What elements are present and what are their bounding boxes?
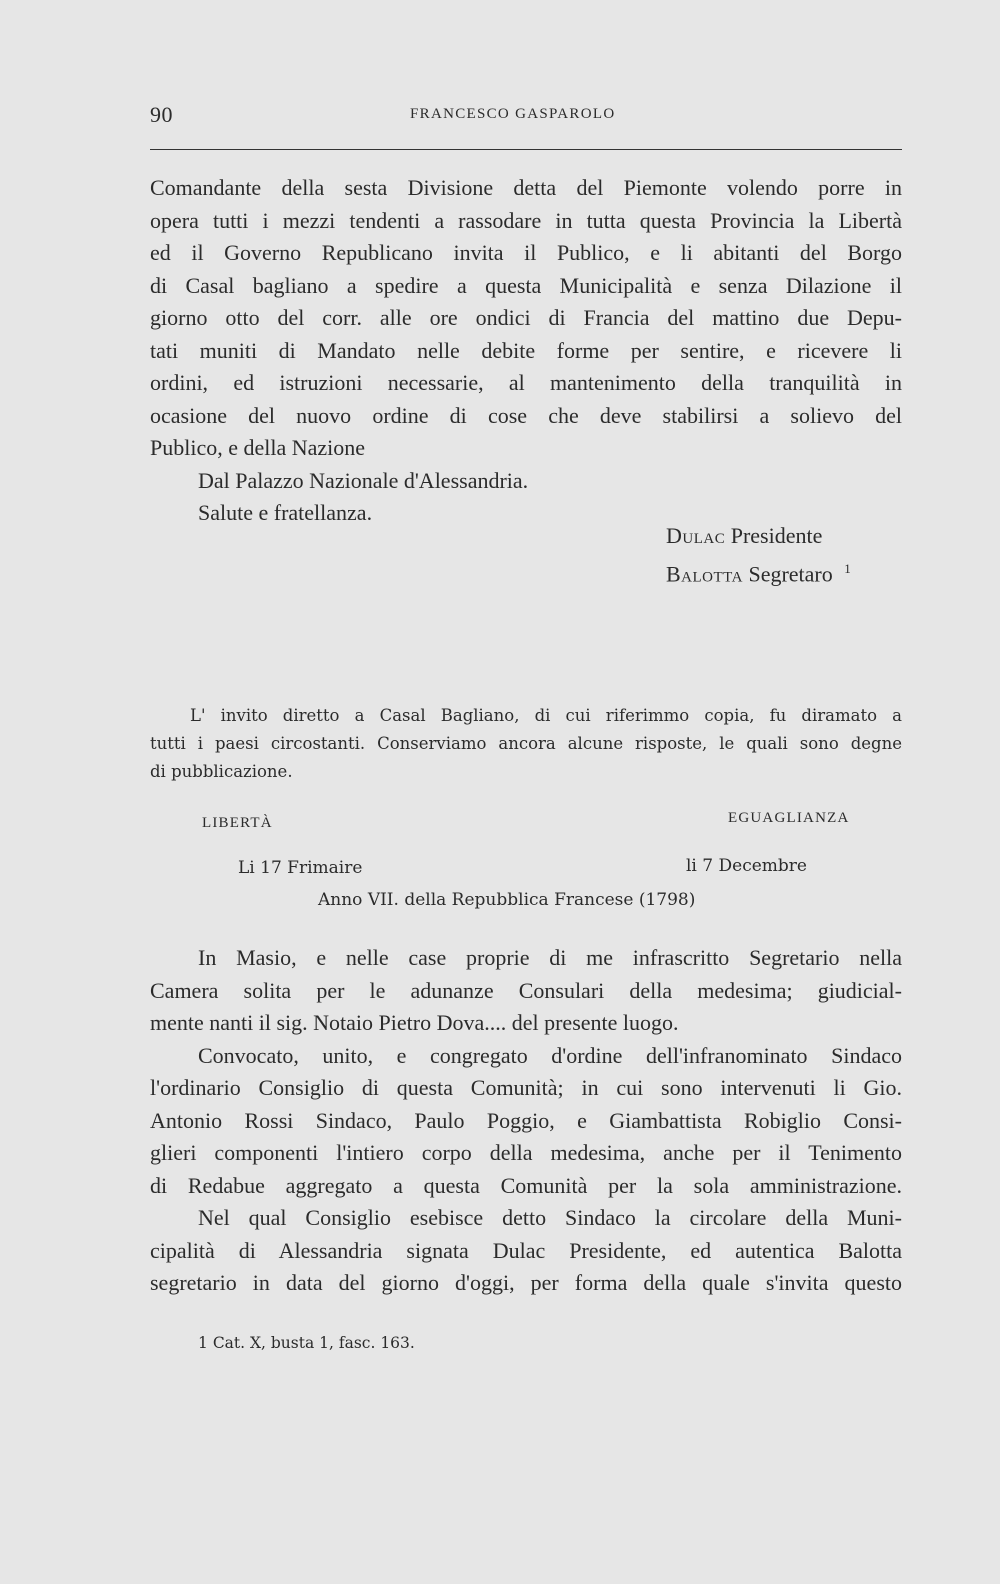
page-number: 90 bbox=[150, 102, 173, 127]
text-line: Comandante della sesta Divisione detta del Piemonte volendo porre in bbox=[150, 175, 902, 200]
paragraph bbox=[150, 1040, 902, 1203]
letter-greeting: Salute e fratellanza. bbox=[198, 500, 373, 525]
footnote-marker: 1 bbox=[844, 560, 851, 576]
text-line: di pubblicazione. bbox=[150, 762, 293, 781]
signatory-name: Balotta bbox=[666, 560, 743, 586]
text-line: In Masio, e nelle case proprie di me infrascritto Segretario nella bbox=[198, 945, 902, 970]
text-line: ordini, ed istruzioni necessarie, al mantenimento della tranquilità in bbox=[150, 370, 902, 395]
running-title: FRANCESCO GASPAROLO bbox=[410, 106, 616, 122]
date-revolutionary: Li 17 Frimaire bbox=[238, 858, 363, 878]
year-line: Anno VII. della Repubblica Francese (1798) bbox=[318, 890, 696, 910]
text-line: Camera solita per le adunanze Consulari della medesima; giudicial- bbox=[150, 977, 902, 1003]
text-line: Publico, e della Nazione bbox=[150, 435, 366, 460]
paragraph bbox=[150, 942, 902, 1040]
text-line: tutti i paesi circostanti. Conserviamo ancora alcune risposte, le quali sono degne bbox=[150, 734, 902, 753]
paragraph bbox=[150, 1202, 902, 1300]
text-line: mente nanti il sig. Notaio Pietro Dova.... del presente luogo. bbox=[150, 1010, 679, 1035]
editorial-note bbox=[150, 702, 902, 786]
text-line: glieri componenti l'intiero corpo della medesima, anche per il Tenimento bbox=[150, 1140, 902, 1165]
signatory-name: Dulac bbox=[666, 523, 726, 548]
text-line: tati muniti di Mandato nelle debite forme per sentire, e ricevere li bbox=[150, 337, 902, 363]
signature-block bbox=[666, 520, 926, 590]
text-line: Convocato, unito, e congregato d'ordine dell'infranominato Sindaco bbox=[198, 1042, 902, 1068]
text-line: di Redabue aggregato a questa Comunità per la sola amministrazione. bbox=[150, 1172, 902, 1198]
running-head bbox=[150, 102, 902, 138]
minutes-body bbox=[150, 942, 902, 1300]
text-line: ed il Governo Republicano invita il Publico, e li abitanti del Borgo bbox=[150, 240, 902, 265]
text-line: giorno otto del corr. alle ore ondici di Francia del mattino due Depu- bbox=[150, 305, 902, 330]
signatory-role: Segretaro bbox=[748, 560, 833, 586]
text-line: cipalità di Alessandria signata Dulac Presidente, ed autentica Balotta bbox=[150, 1237, 902, 1263]
text-line: di Casal bagliano a spedire a questa Municipalità e senza Dilazione il bbox=[150, 272, 902, 298]
signatory-role: Presidente bbox=[730, 523, 823, 548]
footnote-text: Cat. X, busta 1, fasc. 163. bbox=[212, 1334, 415, 1352]
text-line: opera tutti i mezzi tendenti a rassodare in tutta questa Provincia la Libertà bbox=[150, 207, 902, 233]
motto-eguaglianza: EGUAGLIANZA bbox=[728, 810, 850, 826]
letter-place: Dal Palazzo Nazionale d'Alessandria. bbox=[198, 467, 529, 493]
signature-president bbox=[666, 520, 926, 553]
header-rule bbox=[150, 149, 902, 150]
text-line: L' invito diretto a Casal Bagliano, di cui riferimmo copia, fu diramato a bbox=[190, 706, 902, 725]
date-gregorian: li 7 Decembre bbox=[686, 856, 807, 876]
text-line: Antonio Rossi Sindaco, Paulo Poggio, e Giambattista Robiglio Consi- bbox=[150, 1107, 902, 1133]
text-line: Nel qual Consiglio esebisce detto Sindaco la circolare della Muni- bbox=[198, 1205, 902, 1230]
text-line: segretario in data del giorno d'oggi, per forma della quale s'invita questo bbox=[150, 1270, 902, 1295]
motto-liberta: LIBERTÀ bbox=[202, 815, 273, 831]
letter-body bbox=[150, 172, 902, 530]
signature-secretary bbox=[666, 553, 926, 591]
text-line: l'ordinario Consiglio di questa Comunità; in cui sono intervenuti li Gio. bbox=[150, 1075, 902, 1100]
footnote-number: 1 bbox=[198, 1334, 208, 1352]
text-line: ocasione del nuovo ordine di cose che deve stabilirsi a solievo del bbox=[150, 402, 902, 428]
footnote bbox=[198, 1334, 415, 1352]
